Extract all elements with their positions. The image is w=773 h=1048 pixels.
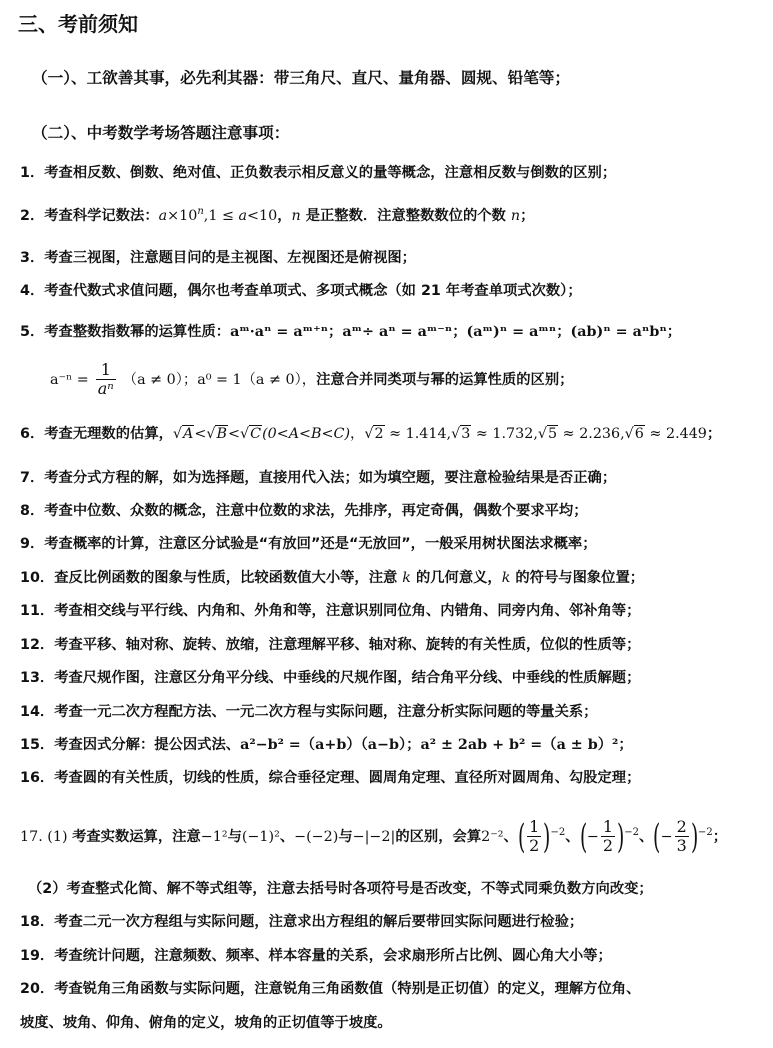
sqrt-values: √2 ≈ 1.414,√3 ≈ 1.732,√5 ≈ 2.236,√6 ≈ 2.449: [364, 426, 707, 442]
power-rule-product: aᵐ·aⁿ = aᵐ⁺ⁿ: [230, 324, 329, 340]
section-heading: （二）、中考数学考场答题注意事项：: [32, 124, 290, 142]
item-2-lead: 考查科学记数法：: [44, 207, 159, 224]
negative-exponent: a⁻ⁿ =: [50, 371, 89, 388]
item-5-continued: a⁻ⁿ = $\frac{1}{\text{aⁿ}}$ （a ≠ 0）；a⁰ = 1（a ≠ 0），注意合并同类项与幂的运算性质的区别；: [50, 360, 574, 399]
perfect-square: a² ± 2ab + b² =（a ± b）²: [420, 737, 619, 753]
negative-exponent-fraction: $\frac{1}{\text{aⁿ}}$: [97, 360, 114, 399]
item-2-formula: $a\times 10^n,1 \le a<10$: [158, 206, 278, 224]
item-17-part-2: （2）考查整式化简、解不等式组等，注意去括号时各项符号是否改变，不等式同乘负数方向改变；: [28, 881, 653, 897]
item-16: 16．考查圆的有关性质，切线的性质，综合垂径定理、圆周角定理、直径所对圆周角、勾股定理；: [20, 770, 641, 786]
section-tools: （一）、工欲善其事，必先利其器：带三角尺、直尺、量角器、圆规、铅笔等；: [32, 69, 570, 87]
item-3: 3．考查三视图，注意题目问的是主视图、左视图还是俯视图；: [20, 250, 416, 266]
fraction-one-half: $\frac{1}{2}$: [529, 817, 540, 856]
item-8: 8．考查中位数、众数的概念，注意中位数的求法，先排序，再定奇偶，偶数个要求平均；: [20, 503, 588, 519]
item-12: 12．考查平移、轴对称、旋转、放缩，注意理解平移、轴对称、旋转的有关性质，位似的性质等；: [20, 637, 641, 653]
fraction-neg-two-thirds: $\frac{2}{3}$: [676, 817, 687, 856]
item-17: 17. (1) 考查实数运算，注意−1²与(−1)²、−(−2)与−|−2|的区别，会算2⁻²、( $\frac{1}{2}$ )$^{-2}$、(− $\frac{1}{2}$ )$^{-2}$、(− $\frac{2}{3}$ )$^{-2}$；: [20, 816, 728, 857]
page-title: 三、考前须知: [18, 12, 138, 36]
item-2-number: 2．: [20, 207, 45, 224]
power-rule-power: (aᵐ)ⁿ = aᵐⁿ: [466, 324, 557, 340]
item-1: 1．考查相反数、倒数、绝对值、正负数表示相反意义的量等概念，注意相反数与倒数的区别；: [20, 165, 617, 181]
item-2: 2．考查科学记数法：$a\times 10^n,1 \le a<10$，n 是正整数．注意整数数位的个数 n；: [20, 206, 535, 224]
item-10: 10．查反比例函数的图象与性质，比较函数值大小等，注意 k 的几何意义，k 的符号与图象位置；: [20, 570, 645, 586]
item-5-lead: 考查整数指数幂的运算性质：: [44, 324, 231, 340]
item-9: 9．考查概率的计算，注意区分试验是“有放回”还是“无放回”，一般采用树状图法求概率；: [20, 536, 597, 552]
item-5-number: 5．: [20, 324, 45, 340]
item-4: 4．考查代数式求值问题，偶尔也考查单项式、多项式概念（如 21 年考查单项式次数）；: [20, 283, 582, 299]
item-14: 14．考查一元二次方程配方法、一元二次方程与实际问题，注意分析实际问题的等量关系；: [20, 704, 598, 720]
item-13: 13．考查尺规作图，注意区分角平分线、中垂线的尺规作图，结合角平分线、中垂线的性质解题；: [20, 670, 641, 686]
difference-of-squares: a²−b² =（a+b）（a−b）: [240, 737, 407, 753]
item-6: 6．考查无理数的估算，√A<√B<√C(0<A<B<C)，√2 ≈ 1.414,√3 ≈ 1.732,√5 ≈ 2.236,√6 ≈ 2.449；: [20, 426, 722, 442]
fraction-neg-one-half: $\frac{1}{2}$: [602, 817, 613, 856]
item-5: 5．考查整数指数幂的运算性质：aᵐ·aⁿ = aᵐ⁺ⁿ；aᵐ÷ aⁿ = aᵐ⁻ⁿ；(aᵐ)ⁿ = aᵐⁿ；(ab)ⁿ = aⁿbⁿ；: [20, 324, 682, 340]
item-7: 7．考查分式方程的解，如为选择题，直接用代入法；如为填空题，要注意检验结果是否正确；: [20, 470, 617, 486]
power-rule-product-power: (ab)ⁿ = aⁿbⁿ: [570, 324, 667, 340]
item-15: 15．考查因式分解：提公因式法、a²−b² =（a+b）（a−b）；a² ± 2ab + b² =（a ± b）²；: [20, 737, 633, 753]
zero-exponent: a⁰ = 1（a ≠ 0），: [197, 371, 317, 388]
item-20: 20．考查锐角三角函数与实际问题，注意锐角三角函数值（特别是正切值）的定义，理解方位角、: [20, 981, 641, 997]
item-19: 19．考查统计问题，注意频数、频率、样本容量的关系，会求扇形所占比例、圆心角大小等；: [20, 948, 612, 964]
item-20-continued: 坡度、坡角、仰角、俯角的定义，坡角的正切值等于坡度。: [20, 1015, 392, 1031]
item-11: 11．考查相交线与平行线、内角和、外角和等，注意识别同位角、内错角、同旁内角、邻补角等；: [20, 603, 641, 619]
power-rule-quotient: aᵐ÷ aⁿ = aᵐ⁻ⁿ: [342, 324, 453, 340]
sqrt-compare: √A<√B<√C(0<A<B<C)，: [172, 426, 365, 442]
item-18: 18．考查二元一次方程组与实际问题，注意求出方程组的解后要带回实际问题进行检验；: [20, 914, 584, 930]
